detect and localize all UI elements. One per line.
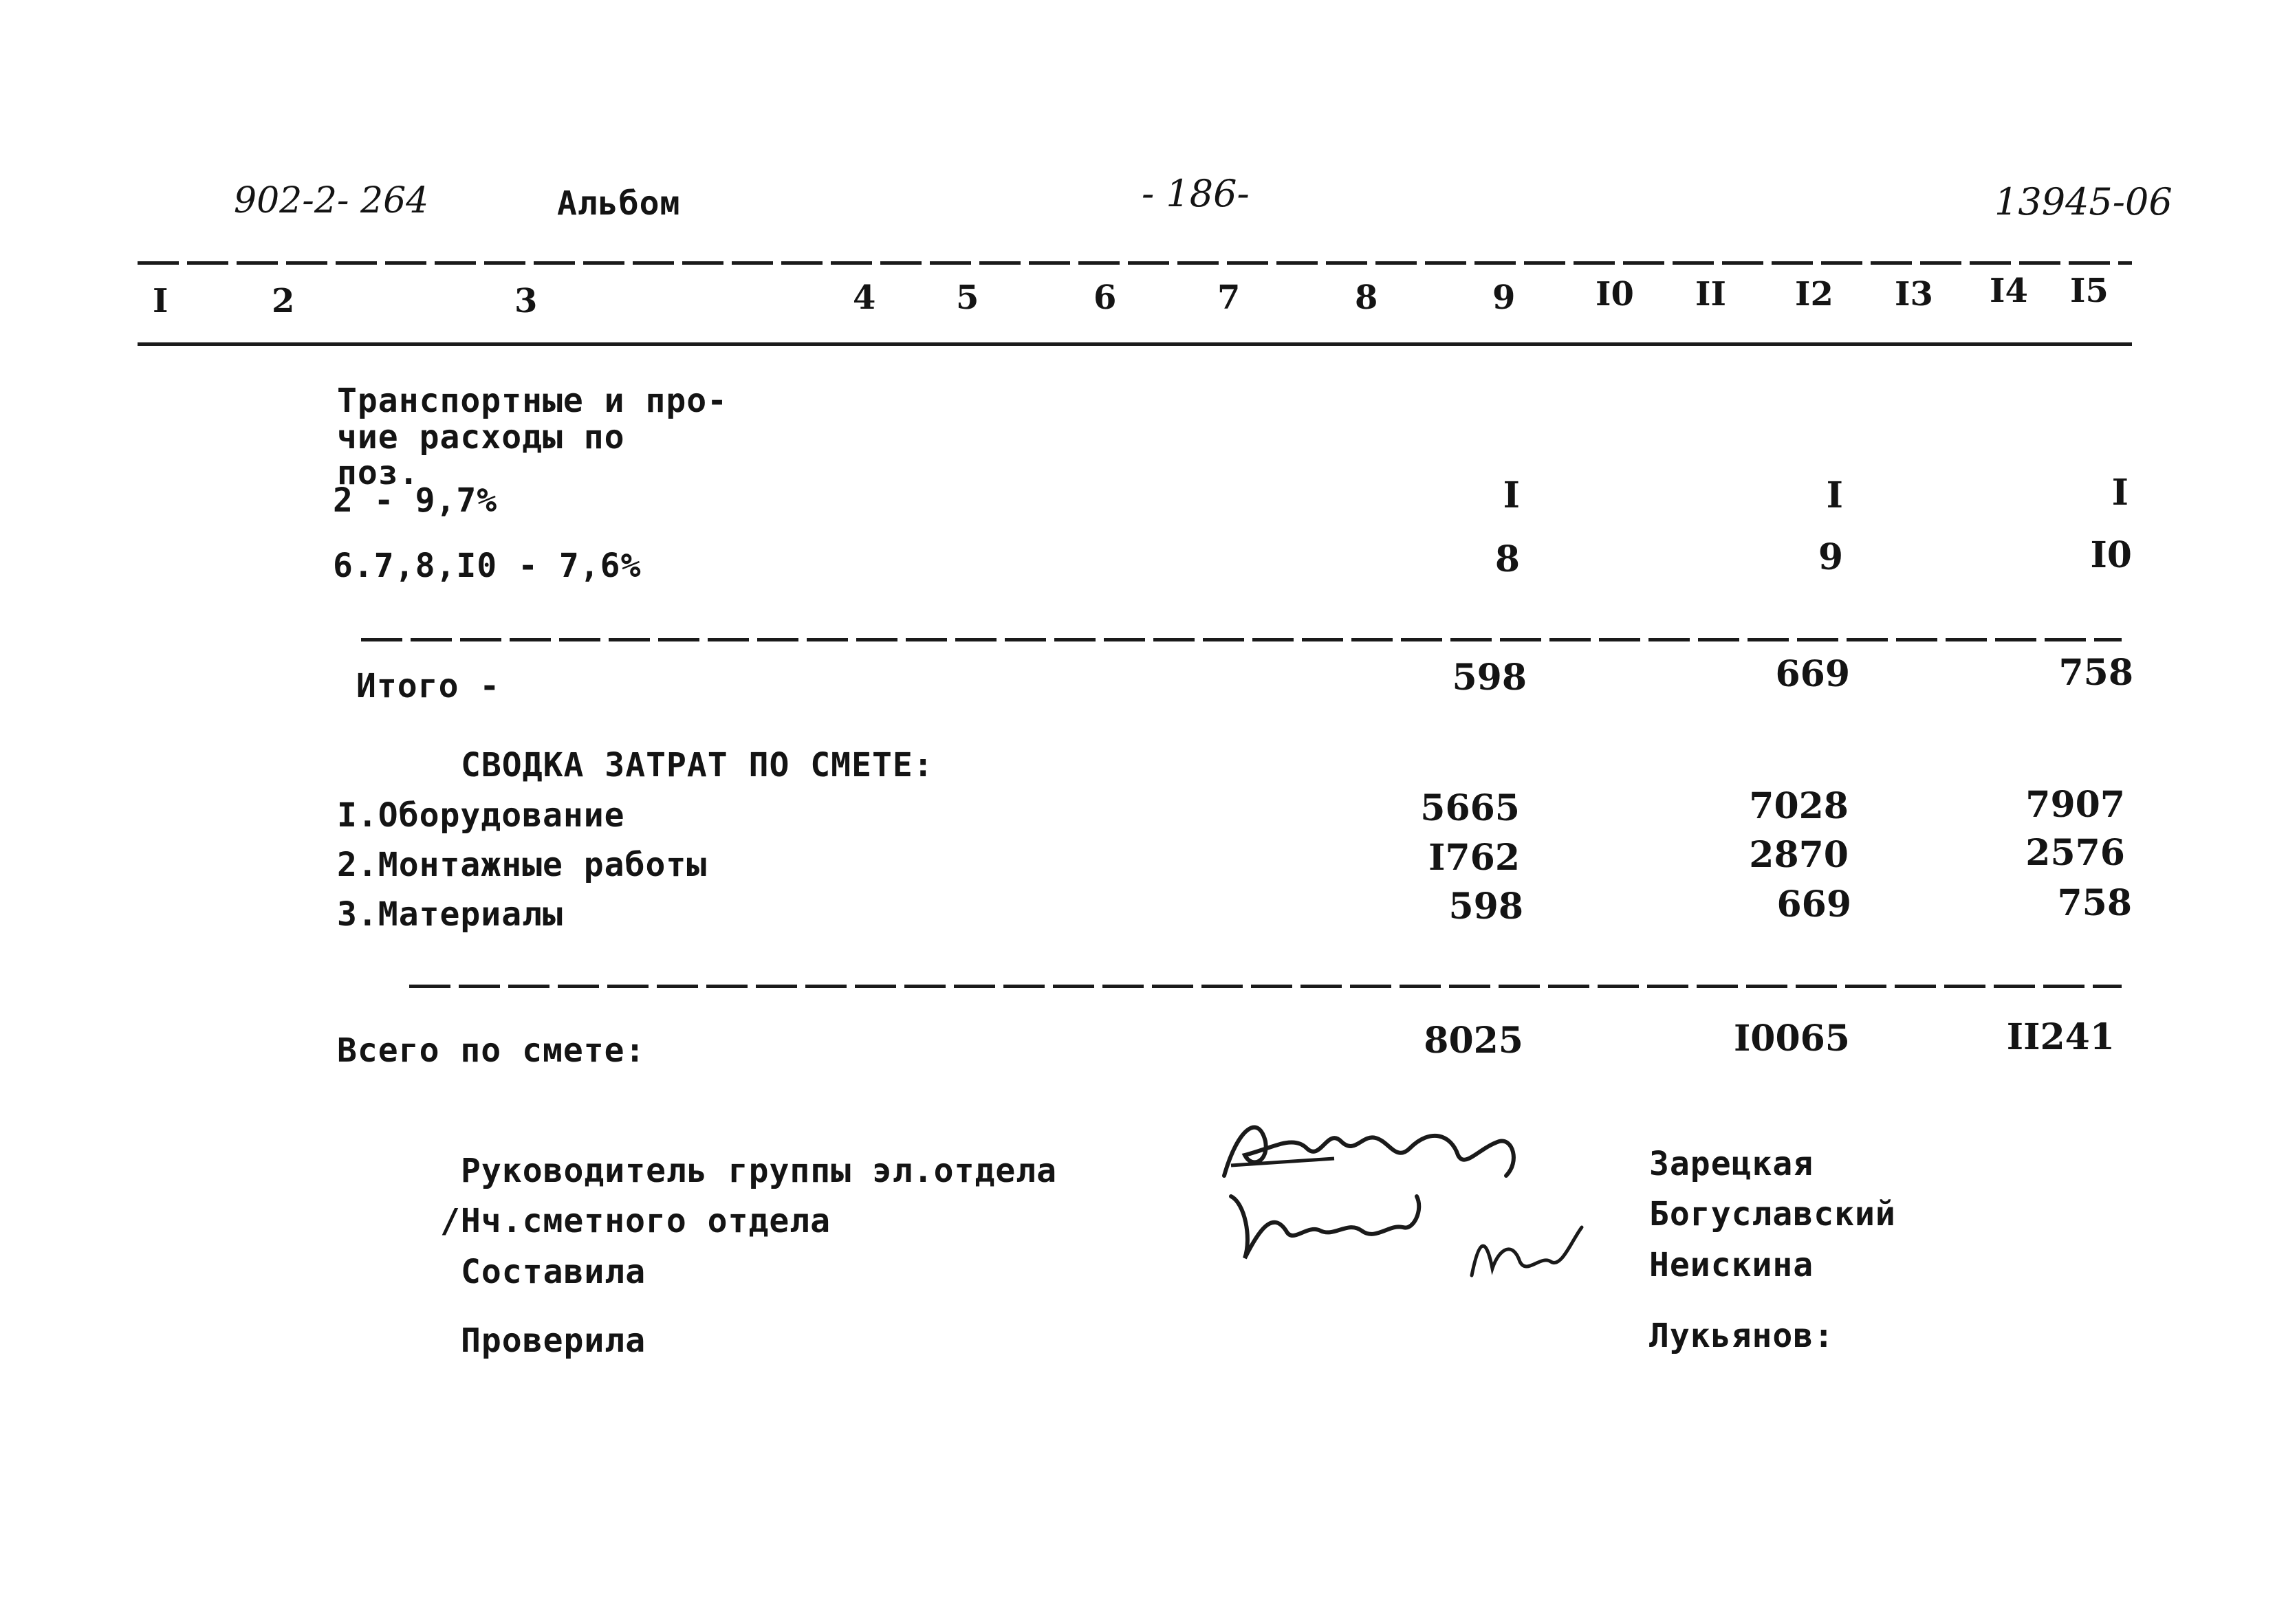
handwritten-signature-3 [1458, 1214, 1596, 1289]
total-label: Всего по смете: [337, 1031, 646, 1070]
column-header: 4 [853, 278, 876, 317]
document-right-code: 13945-06 [1994, 180, 2173, 223]
rate-b-label: 6.7,8,I0 - 7,6% [333, 547, 642, 585]
column-header: 9 [1492, 278, 1516, 317]
column-header: 7 [1217, 278, 1241, 317]
rate-a-label: 2 - 9,7% [333, 481, 498, 520]
column-header: 5 [956, 278, 979, 317]
total-col15: II241 [2006, 1016, 2115, 1058]
column-header: 2 [272, 282, 295, 320]
column-header: II [1695, 275, 1726, 314]
signature-name-2: Богуславский [1649, 1195, 1896, 1233]
column-header: I3 [1895, 275, 1933, 314]
rate-a-col12: I [1826, 474, 1843, 516]
column-header: 6 [1093, 278, 1117, 317]
album-label: Альбом [557, 184, 681, 223]
page-number: - 186- [1142, 172, 1250, 215]
column-header: I0 [1596, 275, 1634, 314]
signature-name-1: Зарецкая [1649, 1145, 1814, 1183]
column-header: I4 [1990, 272, 2028, 310]
summary-heading: СВОДКА ЗАТРАТ ПО СМЕТЕ: [461, 746, 934, 784]
summary-row-col12: 2870 [1749, 834, 1849, 876]
summary-row-col15: 7907 [2025, 784, 2125, 826]
total-col12: I0065 [1733, 1018, 1850, 1060]
summary-row-label: I.Оборудование [337, 796, 625, 835]
itogo-col12: 669 [1775, 653, 1850, 695]
total-separator [409, 985, 2122, 988]
column-header: I5 [2070, 272, 2109, 310]
header-top-rule [138, 261, 2132, 265]
summary-row-col9: 5665 [1420, 787, 1520, 829]
handwritten-signature-1 [1210, 1100, 1527, 1183]
rate-b-col15: I0 [2090, 534, 2132, 576]
transport-line-2: чие расходы по [337, 418, 625, 457]
summary-row-col12: 669 [1776, 884, 1851, 925]
summary-row-col9: I762 [1428, 837, 1520, 879]
itogo-separator [361, 638, 2122, 641]
summary-row-label: 2.Монтажные работы [337, 846, 708, 884]
signature-role-1: Руководитель группы эл.отдела [461, 1152, 1058, 1190]
summary-row-col15: 2576 [2025, 832, 2125, 874]
itogo-col15: 758 [2058, 652, 2133, 694]
total-col9: 8025 [1424, 1020, 1523, 1062]
handwritten-signature-2 [1217, 1183, 1437, 1265]
column-header: 8 [1355, 278, 1378, 317]
summary-row-label: 3.Материалы [337, 895, 563, 934]
signature-role-4: Проверила [461, 1321, 646, 1360]
header-bottom-rule [138, 342, 2132, 346]
summary-row-col9: 598 [1448, 886, 1523, 928]
signature-name-4: Лукьянов: [1649, 1317, 1835, 1355]
rate-b-col9: 8 [1494, 538, 1520, 580]
rate-b-col12: 9 [1818, 536, 1843, 578]
transport-line-3: поз. [337, 454, 420, 492]
signature-role-3: Составила [461, 1253, 646, 1291]
signature-name-3: Неискина [1649, 1246, 1814, 1284]
itogo-col9: 598 [1452, 657, 1527, 699]
summary-row-col15: 758 [2057, 882, 2132, 924]
rate-a-col15: I [2111, 472, 2129, 514]
summary-row-col12: 7028 [1749, 785, 1849, 827]
itogo-label: Итого - [356, 667, 501, 705]
rate-a-col9: I [1503, 474, 1520, 516]
transport-line-1: Транспортные и про- [337, 382, 728, 420]
document-code: 902-2- 264 [234, 180, 429, 221]
signature-role-2: /Нч.сметного отдела [440, 1202, 831, 1240]
column-header: 3 [514, 282, 538, 320]
column-header: I [153, 282, 168, 320]
column-header: I2 [1795, 275, 1833, 314]
